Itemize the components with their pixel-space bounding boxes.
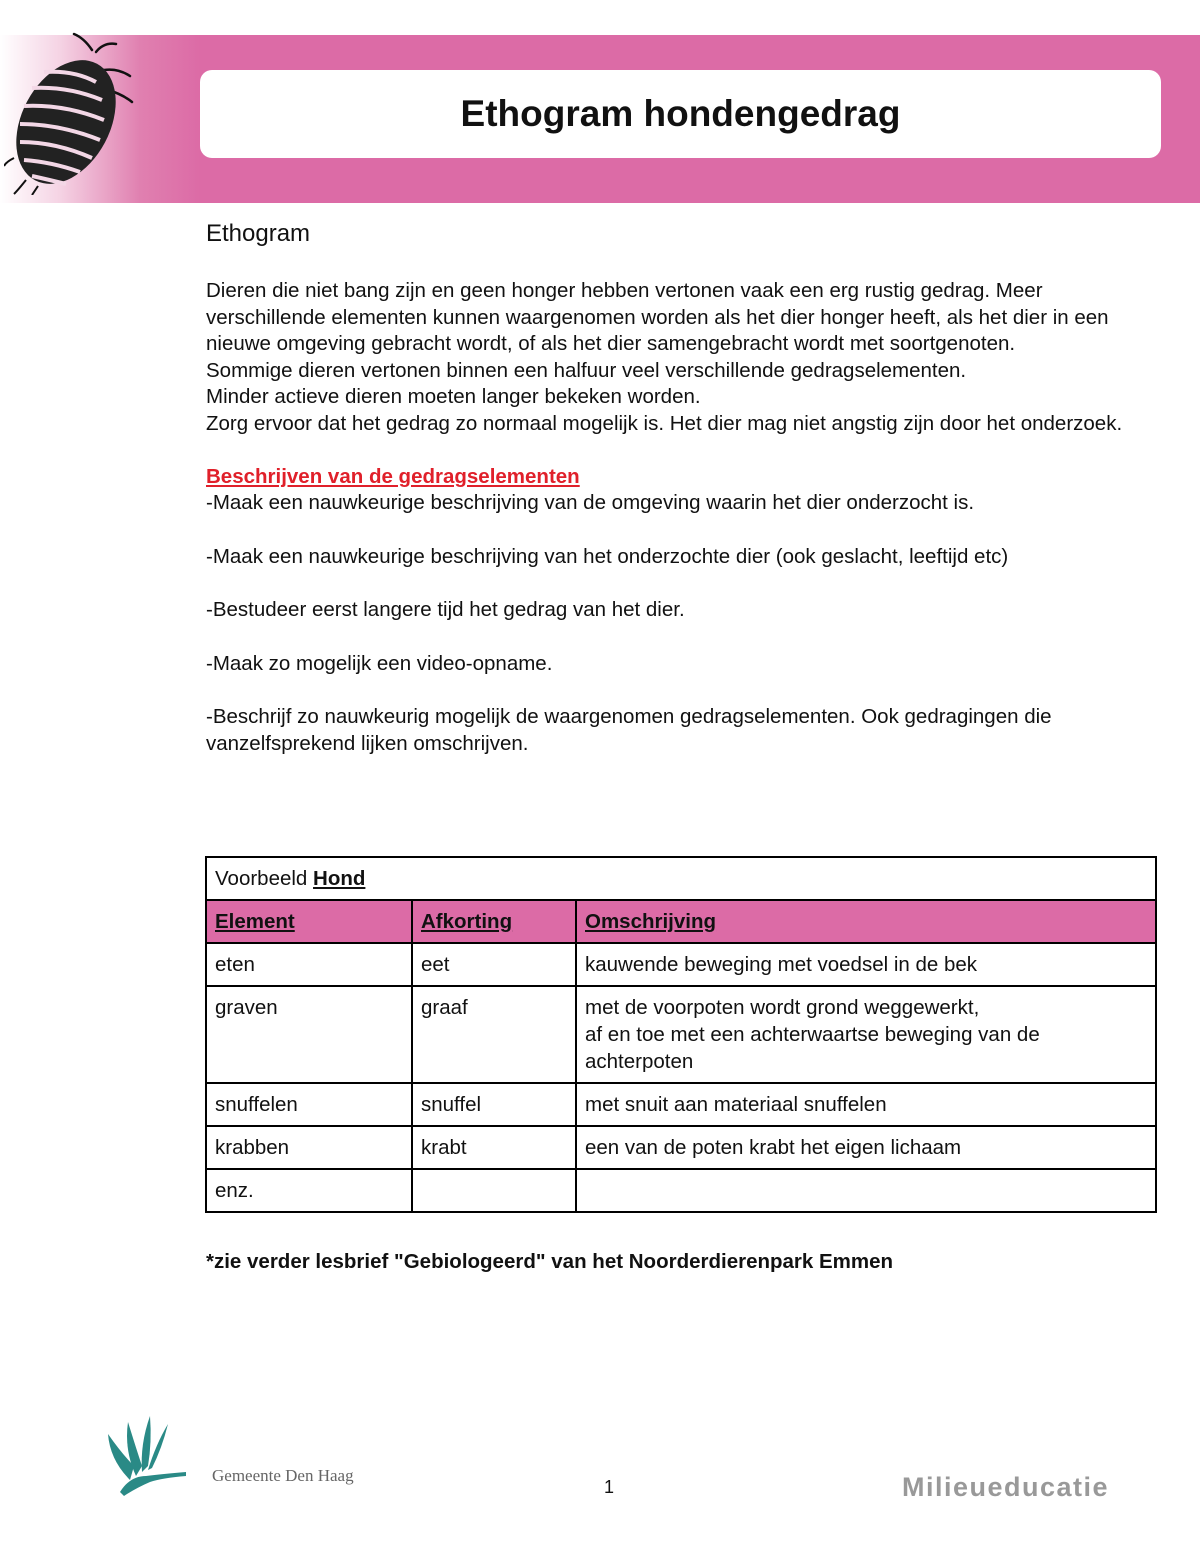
cell-afkorting: snuffel: [412, 1083, 576, 1126]
table-header-row: [206, 900, 1156, 943]
table-row: [206, 1169, 1156, 1212]
cell-omschrijving: een van de poten krabt het eigen lichaam: [576, 1126, 1156, 1169]
ethogram-table: [205, 856, 1157, 1213]
header-cell: Afkorting: [412, 900, 576, 943]
cell-afkorting: [412, 1169, 576, 1212]
header-cell: Omschrijving: [576, 900, 1156, 943]
step-item: -Bestudeer eerst langere tijd het gedrag van het dier.: [206, 598, 685, 621]
intro-line: Dieren die niet bang zijn en geen honger hebben vertonen vaak een erg rustig gedrag. Meer verschillende elementen kunnen waargenomen worden als het dier honger heeft, als het dier in een nieuwe omgeving gebracht wordt, of als het dier samengebracht wordt met soortgenoten.: [206, 279, 1109, 355]
table-row: [206, 1083, 1156, 1126]
cell-element: snuffelen: [206, 1083, 412, 1126]
table-caption-row: [206, 857, 1156, 900]
intro-line: Zorg ervoor dat het gedrag zo normaal mogelijk is. Het dier mag niet angstig zijn door het onderzoek.: [206, 411, 1123, 435]
cell-element: eten: [206, 943, 412, 986]
caption-prefix: Voorbeeld: [215, 867, 314, 890]
section-heading-gedragselementen: Beschrijven van de gedragselementen: [206, 465, 580, 488]
header-cell: Element: [206, 900, 412, 943]
cell-omschrijving: met de voorpoten wordt grond weggewerkt, af en toe met een achterwaartse beweging van de achterpoten: [576, 986, 1156, 1083]
cell-afkorting: graaf: [412, 986, 576, 1083]
table-row: [206, 1126, 1156, 1169]
section-heading-ethogram: Ethogram: [206, 220, 311, 247]
cell-element: graven: [206, 986, 412, 1083]
step-item: -Maak een nauwkeurige beschrijving van de omgeving waarin het dier onderzocht is.: [206, 491, 975, 514]
cell-afkorting: eet: [412, 943, 576, 986]
intro-text: [206, 278, 1156, 437]
intro-line: Minder actieve dieren moeten langer bekeken worden.: [206, 385, 701, 408]
page-title: Ethogram hondengedrag: [460, 93, 901, 134]
footnote: *zie verder lesbrief "Gebiologeerd" van het Noorderdierenpark Emmen: [206, 1250, 894, 1273]
step-item: -Beschrijf zo nauwkeurig mogelijk de waargenomen gedragselementen. Ook gedragingen die vanzelfsprekend lijken omschrijven.: [206, 705, 1052, 755]
title-box: [200, 70, 1161, 158]
table-row: [206, 986, 1156, 1083]
caption-animal: Hond: [313, 867, 366, 890]
cell-element: enz.: [206, 1169, 412, 1212]
steps-list: [206, 490, 1156, 757]
table-caption: [206, 857, 1156, 900]
content: [206, 219, 1156, 784]
page-number: 1: [604, 1477, 615, 1497]
table-row: [206, 943, 1156, 986]
woodlouse-icon: [4, 30, 139, 195]
step-item: -Maak zo mogelijk een video-opname.: [206, 651, 553, 675]
cell-omschrijving: kauwende beweging met voedsel in de bek: [576, 943, 1156, 986]
step-item: -Maak een nauwkeurige beschrijving van het onderzochte dier (ook geslacht, leeftijd etc): [206, 544, 1009, 568]
city-name: Gemeente Den Haag: [212, 1466, 354, 1485]
cell-element: krabben: [206, 1126, 412, 1169]
stork-logo-icon: [100, 1410, 190, 1500]
cell-omschrijving: met snuit aan materiaal snuffelen: [576, 1083, 1156, 1126]
intro-line: Sommige dieren vertonen binnen een halfuur veel verschillende gedragselementen.: [206, 358, 967, 382]
brand-name: Milieueducatie: [902, 1472, 1110, 1502]
cell-afkorting: krabt: [412, 1126, 576, 1169]
cell-omschrijving: [576, 1169, 1156, 1212]
